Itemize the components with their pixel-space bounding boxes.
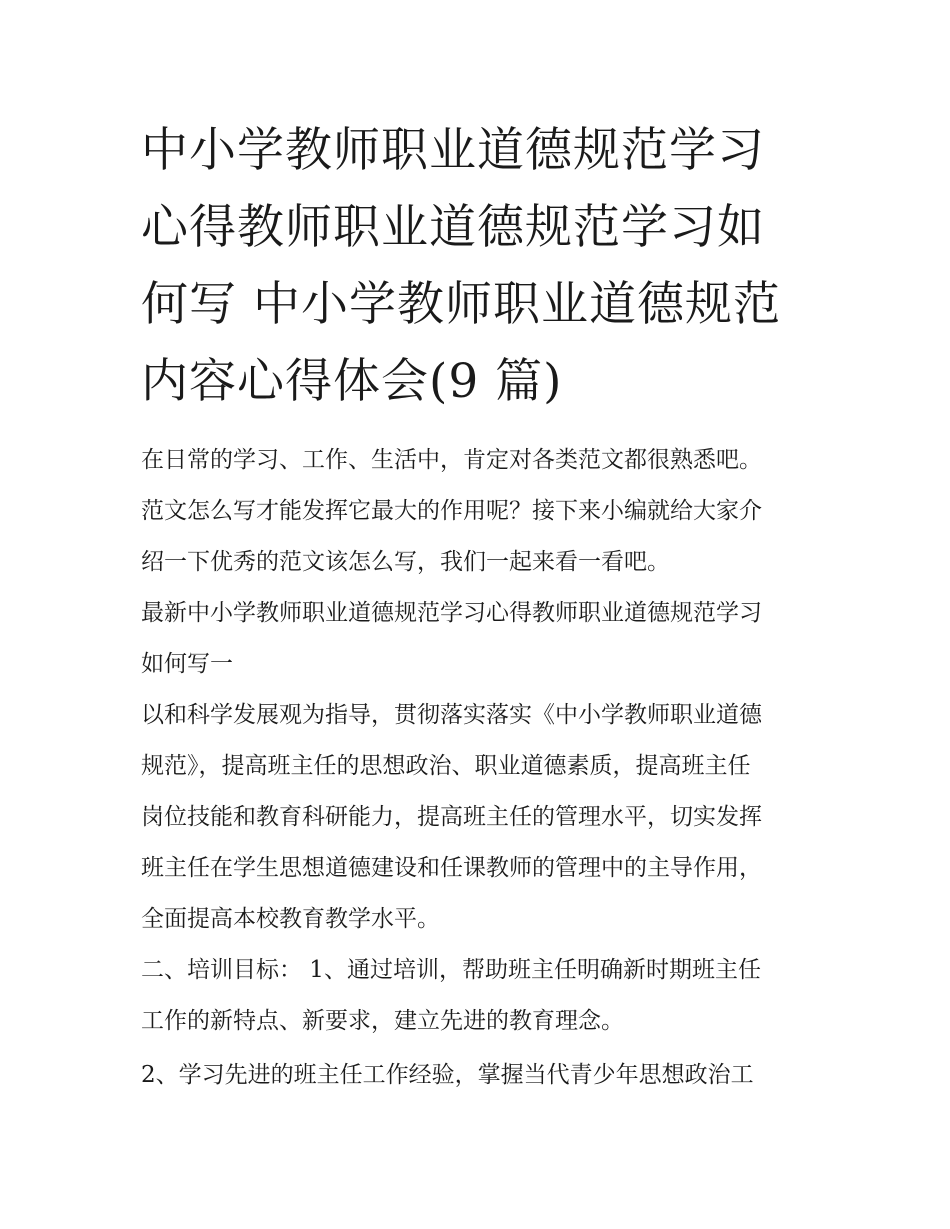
title-line: 心得教师职业道德规范学习如 <box>141 200 765 255</box>
body-line: 规范》，提高班主任的思想政治、职业道德素质，提高班主任 <box>141 753 751 779</box>
body-line: 二、培训目标： 1、通过培训，帮助班主任明确新时期班主任 <box>141 957 761 983</box>
body-line: 范文怎么写才能发挥它最大的作用呢？接下来小编就给大家介 <box>141 498 762 524</box>
title-line: 内容心得体会(9 篇) <box>141 354 563 409</box>
paragraph-intro <box>141 435 821 588</box>
body-line: 岗位技能和教育科研能力，提高班主任的管理水平，切实发挥 <box>141 804 762 830</box>
body-line: 工作的新特点、新要求，建立先进的教育理念。 <box>141 1008 624 1034</box>
body-line: 如何写一 <box>141 651 233 677</box>
body-line: 最新中小学教师职业道德规范学习心得教师职业道德规范学习 <box>141 600 762 626</box>
body-line: 全面提高本校教育教学水平。 <box>141 906 440 932</box>
document-page <box>141 112 821 1101</box>
document-body <box>141 435 821 1101</box>
body-line: 在日常的学习、工作、生活中，肯定对各类范文都很熟悉吧。 <box>141 447 762 473</box>
body-line: 班主任在学生思想道德建设和任课教师的管理中的主导作用， <box>141 855 762 881</box>
paragraph-guidance <box>141 690 821 945</box>
paragraph-training-goals <box>141 945 821 1047</box>
paragraph-subtitle <box>141 588 821 690</box>
document-title <box>141 112 821 420</box>
body-line: 以和科学发展观为指导，贯彻落实落实《中小学教师职业道德 <box>141 702 762 728</box>
body-line: 绍一下优秀的范文该怎么写，我们一起来看一看吧。 <box>141 549 670 575</box>
title-line: 何写 中小学教师职业道德规范 <box>141 277 781 332</box>
title-line: 中小学教师职业道德规范学习 <box>141 123 765 178</box>
body-line: 2、学习先进的班主任工作经验，掌握当代青少年思想政治工 <box>141 1062 754 1088</box>
paragraph-learning <box>141 1050 821 1101</box>
